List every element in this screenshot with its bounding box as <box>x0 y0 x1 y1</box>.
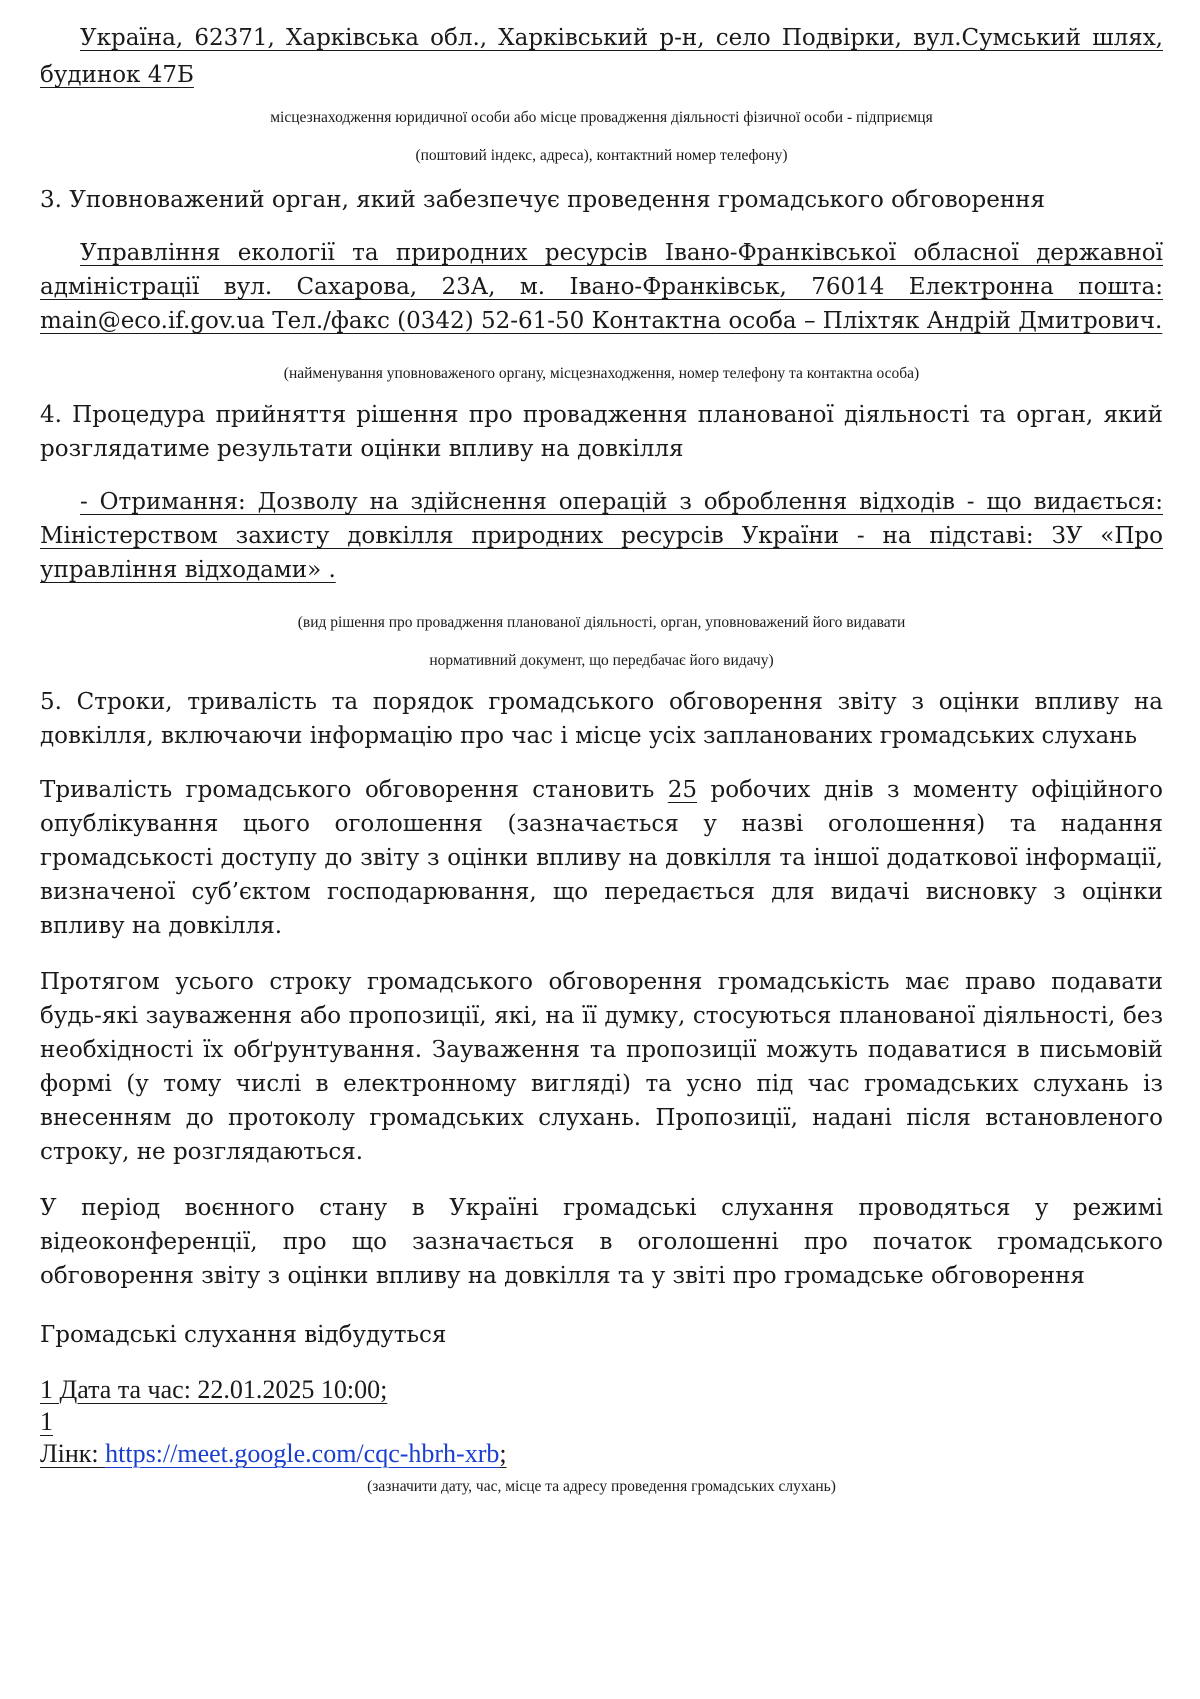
hearing-link-row: Лінк: https://meet.google.com/cqc-hbrh-xrb; <box>40 1439 507 1468</box>
section5-paragraph-2: Протягом усього строку громадського обговорення громадськість має право подавати будь-які зауваження або пропозиції, які, на її думку, стосуються планованої діяльності, без необхідності їх обґрунтування. Зауваження та пропозиції можуть подаватися в письмовій формі (у тому числі в електронному вигляді) та усно під час громадських слухань із внесенням до протоколу громадських слухань. Пропозиції, надані після встановленого строку, не розглядаються. <box>40 969 1163 1165</box>
section5-heading: 5. Строки, тривалість та порядок громадського обговорення звіту з оцінки впливу на довкілля, включаючи інформацію про час і місце усіх запланованих громадських слухань <box>40 689 1163 749</box>
section5-paragraph-1: Тривалість громадського обговорення становить 25 робочих днів з моменту офіційного опублікування цього оголошення (зазначається у назві оголошення) та надання громадськості доступу до звіту з оцінки впливу на довкілля та іншої додаткової інформації, визначеної суб’єктом господарювання, що передається для видачі висновку з оцінки впливу на довкілля. <box>40 777 1164 939</box>
section4-caption-2: нормативний документ, що передбачає його видачу) <box>429 652 774 669</box>
duration-days: 25 <box>667 777 698 803</box>
meeting-link[interactable]: https://meet.google.com/cqc-hbrh-xrb <box>105 1439 500 1468</box>
address-caption-2: (поштовий індекс, адреса), контактний номер телефону) <box>415 147 788 164</box>
section5-caption: (зазначити дату, час, місце та адресу проведення громадських слухань) <box>367 1478 836 1495</box>
section5-paragraph-4: Громадські слухання відбудуться <box>40 1322 447 1348</box>
section3-heading: 3. Уповноважений орган, який забезпечує проведення громадського обговорення <box>40 187 1046 213</box>
section4-body: - Отримання: Дозволу на здійснення операцій з оброблення відходів - що видається: Міністерством захисту довкілля природних ресурсів України - на підставі: ЗУ «Про управління відходами» . <box>40 489 1163 583</box>
hearing-details <box>40 1372 1163 1471</box>
hearing-date: 1 Дата та час: 22.01.2025 10:00; <box>40 1375 388 1404</box>
section4-heading: 4. Процедура прийняття рішення про провадження планованої діяльності та орган, який розглядатиме результати оцінки впливу на довкілля <box>40 402 1163 462</box>
hearing-number: 1 <box>40 1407 53 1436</box>
document-page <box>40 20 1163 1497</box>
address-text: Україна, 62371, Харківська обл., Харківський р-н, село Подвірки, вул.Сумський шлях, будинок 47Б <box>40 25 1163 88</box>
section3-caption: (найменування уповноваженого органу, місцезнаходження, номер телефону та контактна особа) <box>283 365 920 382</box>
section5-paragraph-3: У період воєнного стану в Україні громадські слухання проводяться у режимі відеоконференції, про що зазначається в оголошенні про початок громадського обговорення звіту з оцінки впливу на довкілля та у звіті про громадське обговорення <box>40 1195 1163 1289</box>
section3-body: Управління екології та природних ресурсів Івано-Франківської обласної державної адміністрації вул. Сахарова, 23А, м. Івано-Франківськ, 76014 Електронна пошта: main@eco.if.gov.ua Тел./факс (0342) 52-61-50 Контактна особа – Пліхтяк Андрій Дмитрович. <box>40 240 1163 334</box>
address-caption-1: місцезнаходження юридичної особи або місце провадження діяльності фізичної особи - підприємця <box>270 109 933 126</box>
section4-caption-1: (вид рішення про провадження планованої діяльності, орган, уповноважений його видавати <box>297 614 906 631</box>
